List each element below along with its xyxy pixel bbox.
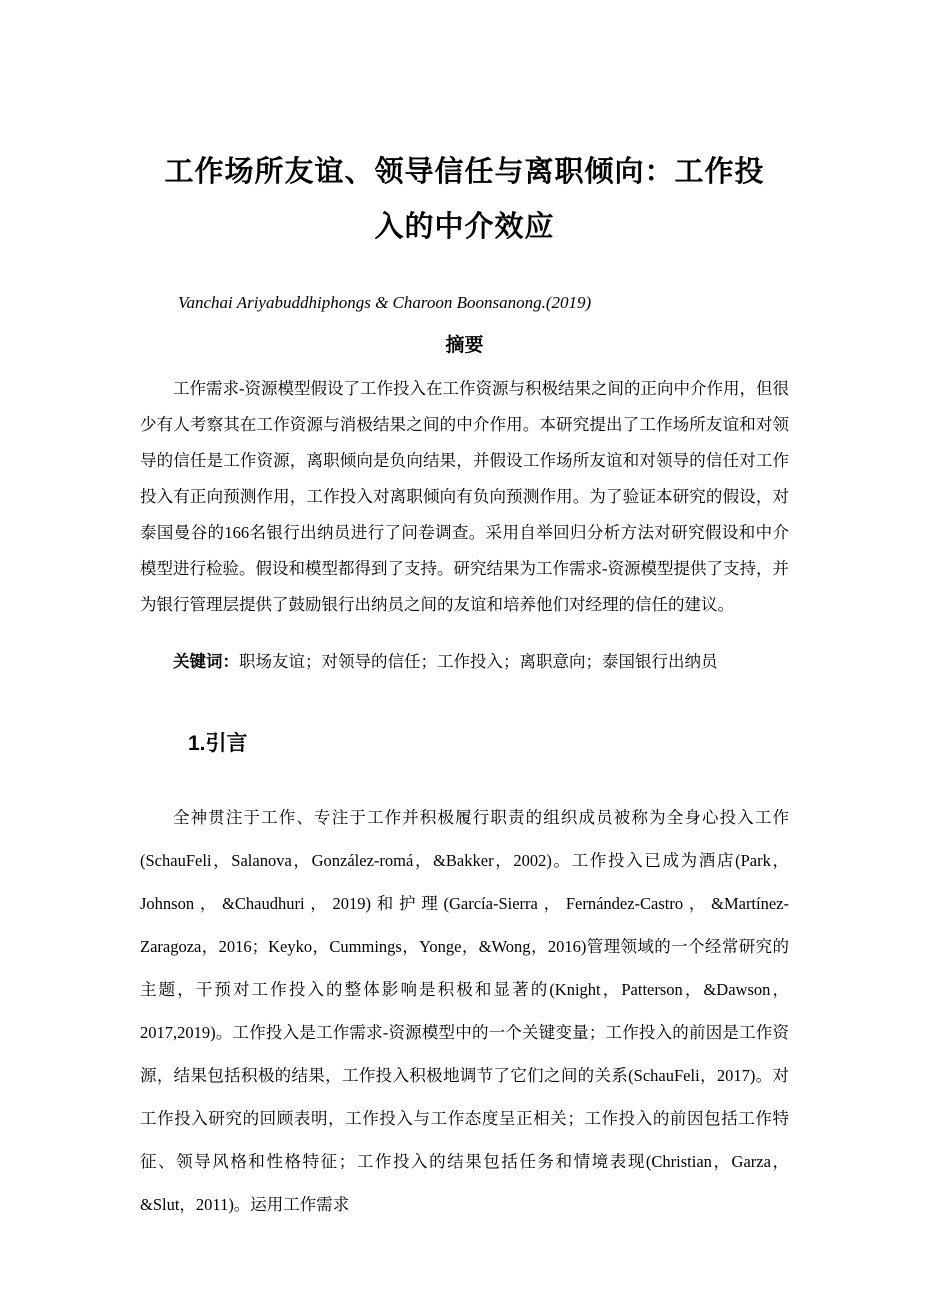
paper-title-line-1: 工作场所友谊、领导信任与离职倾向：工作投 xyxy=(164,156,765,188)
paper-title xyxy=(140,145,789,255)
authors-line: Vanchai Ariyabuddhiphongs & Charoon Boonsanong.(2019) xyxy=(178,293,592,312)
paper-title-line-2: 入的中介效应 xyxy=(374,211,555,243)
keywords-paragraph xyxy=(140,640,789,684)
abstract-paragraph: 工作需求-资源模型假设了工作投入在工作资源与积极结果之间的正向中介作用，但很少有人考察其在工作资源与消极结果之间的中介作用。本研究提出了工作场所友谊和对领导的信任是工作资源，离职倾向是负向结果，并假设工作场所友谊和对领导的信任对工作投入有正向预测作用，工作投入对离职倾向有负向预测作用。为了验证本研究的假设，对泰国曼谷的166名银行出纳员进行了问卷调查。采用自举回归分析方法对研究假设和中介模型进行检验。假设和模型都得到了支持。研究结果为工作需求-资源模型提供了支持，并为银行管理层提供了鼓励银行出纳员之间的友谊和培养他们对经理的信任的建议。 xyxy=(140,379,789,614)
introduction-paragraph: 全神贯注于工作、专注于工作并积极履行职责的组织成员被称为全身心投入工作(SchauFeli，Salanova，González-romá，&Bakker，2002)。工作投入已成为酒店(Park，Johnson，&Chaudhuri，2019)和护理(García-Sierra，Fernández-Castro，&Martínez-Zaragoza，2016；Keyko，Cummings，Yonge，&Wong，2016)管理领域的一个经常研究的主题，干预对工作投入的整体影响是积极和显著的(Knight，Patterson，&Dawson，2017,2019)。工作投入是工作需求-资源模型中的一个关键变量；工作投入的前因是工作资源，结果包括积极的结果，工作投入积极地调节了它们之间的关系(SchauFeli，2017)。对工作投入研究的回顾表明，工作投入与工作态度呈正相关；工作投入的前因包括工作特征、领导风格和性格特征；工作投入的结果包括任务和情境表现(Christian，Garza，&Slut，2011)。运用工作需求 xyxy=(140,807,789,1214)
keywords-label: 关键词： xyxy=(173,652,239,671)
abstract-heading: 摘要 xyxy=(445,335,484,356)
section-heading-introduction: 1.引言 xyxy=(188,731,248,755)
keywords-text: 职场友谊；对领导的信任；工作投入；离职意向；泰国银行出纳员 xyxy=(239,651,718,671)
